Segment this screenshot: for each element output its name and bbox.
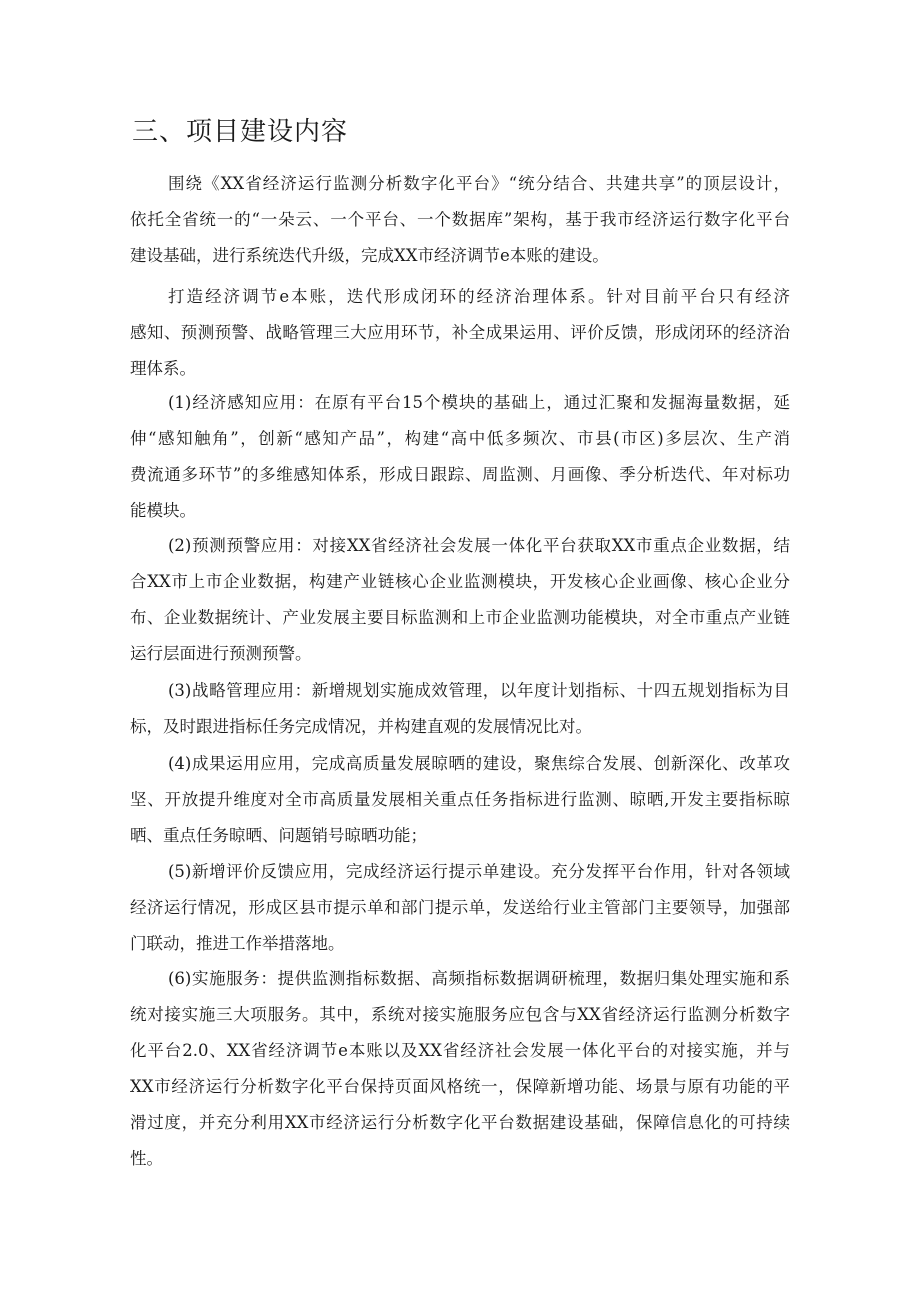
paragraph-e-ledger — [130, 279, 790, 387]
paragraph-line: XX市经济运行分析数字化平台保持页面风格统一，保障新增功能、场景与原有功能的平 — [130, 1077, 790, 1096]
paragraph-item-6 — [130, 961, 790, 1177]
paragraph-line: 感知、预测预警、战略管理三大应用环节，补全成果运用、评价反馈，形成闭环的经济治 — [130, 323, 790, 342]
section-heading: 三、项目建设内容 — [132, 117, 349, 147]
paragraph-line: 经济运行情况，形成区县市提示单和部门提示单，发送给行业主管部门主要领导，加强部 — [130, 898, 790, 917]
paragraph-line: 打造经济调节e本账，迭代形成闭环的经济治理体系。针对目前平台只有经济 — [168, 287, 790, 306]
paragraph-line: 建设基础，进行系统迭代升级，完成XX市经济调节e本账的建设。 — [130, 246, 609, 265]
paragraph-line: (4)成果运用应用，完成高质量发展晾晒的建设，聚焦综合发展、创新深化、改革攻 — [168, 754, 790, 773]
paragraph-line: 坚、开放提升维度对全市高质量发展相关重点任务指标进行监测、晾晒,开发主要指标晾 — [130, 790, 790, 809]
paragraph-item-1 — [130, 385, 790, 529]
paragraph-line: (5)新增评价反馈应用，完成经济运行提示单建设。充分发挥平台作用，针对各领域 — [168, 862, 790, 881]
paragraph-line: 运行层面进行预测预警。 — [130, 644, 312, 663]
paragraph-line: 滑过度，并充分利用XX市经济运行分析数字化平台数据建设基础，保障信息化的可持续 — [130, 1113, 790, 1132]
paragraph-line: 性。 — [130, 1149, 163, 1168]
paragraph-line: (2)预测预警应用：对接XX省经济社会发展一体化平台获取XX市重点企业数据，结 — [168, 536, 790, 555]
paragraph-line: 理体系。 — [130, 359, 196, 378]
paragraph-line: 合XX市上市企业数据，构建产业链核心企业监测模块，开发核心企业画像、核心企业分 — [130, 572, 790, 591]
paragraph-intro — [130, 166, 790, 274]
paragraph-line: 围绕《XX省经济运行监测分析数字化平台》“统分结合、共建共享”的顶层设计， — [168, 174, 790, 193]
paragraph-line: (1)经济感知应用：在原有平台15个模块的基础上，通过汇聚和发掘海量数据，延 — [168, 393, 790, 412]
paragraph-line: 统对接实施三大项服务。其中，系统对接实施服务应包含与XX省经济运行监测分析数字 — [130, 1005, 790, 1024]
paragraph-line: 能模块。 — [130, 501, 196, 520]
paragraph-item-5 — [130, 854, 790, 962]
paragraph-line: 伸“感知触角”，创新“感知产品”，构建“高中低多频次、市县(市区)多层次、生产消 — [130, 429, 790, 448]
paragraph-line: 晒、重点任务晾晒、问题销号晾晒功能； — [130, 826, 427, 845]
paragraph-line: (6)实施服务：提供监测指标数据、高频指标数据调研梳理，数据归集处理实施和系 — [168, 969, 790, 988]
paragraph-line: 标，及时跟进指标任务完成情况，并构建直观的发展情况比对。 — [130, 717, 592, 736]
paragraph-line: 门联动，推进工作举措落地。 — [130, 934, 345, 953]
paragraph-line: 布、企业数据统计、产业发展主要目标监测和上市企业监测功能模块，对全市重点产业链 — [130, 608, 790, 627]
paragraph-item-2 — [130, 528, 790, 672]
paragraph-item-4 — [130, 746, 790, 854]
paragraph-item-3 — [130, 673, 790, 745]
paragraph-line: 费流通多环节”的多维感知体系，形成日跟踪、周监测、月画像、季分析迭代、年对标功 — [130, 465, 790, 484]
paragraph-line: (3)战略管理应用：新增规划实施成效管理，以年度计划指标、十四五规划指标为目 — [168, 681, 790, 700]
paragraph-line: 化平台2.0、XX省经济调节e本账以及XX省经济社会发展一体化平台的对接实施，并与 — [130, 1041, 790, 1060]
paragraph-line: 依托全省统一的“一朵云、一个平台、一个数据库”架构，基于我市经济运行数字化平台 — [130, 210, 790, 229]
